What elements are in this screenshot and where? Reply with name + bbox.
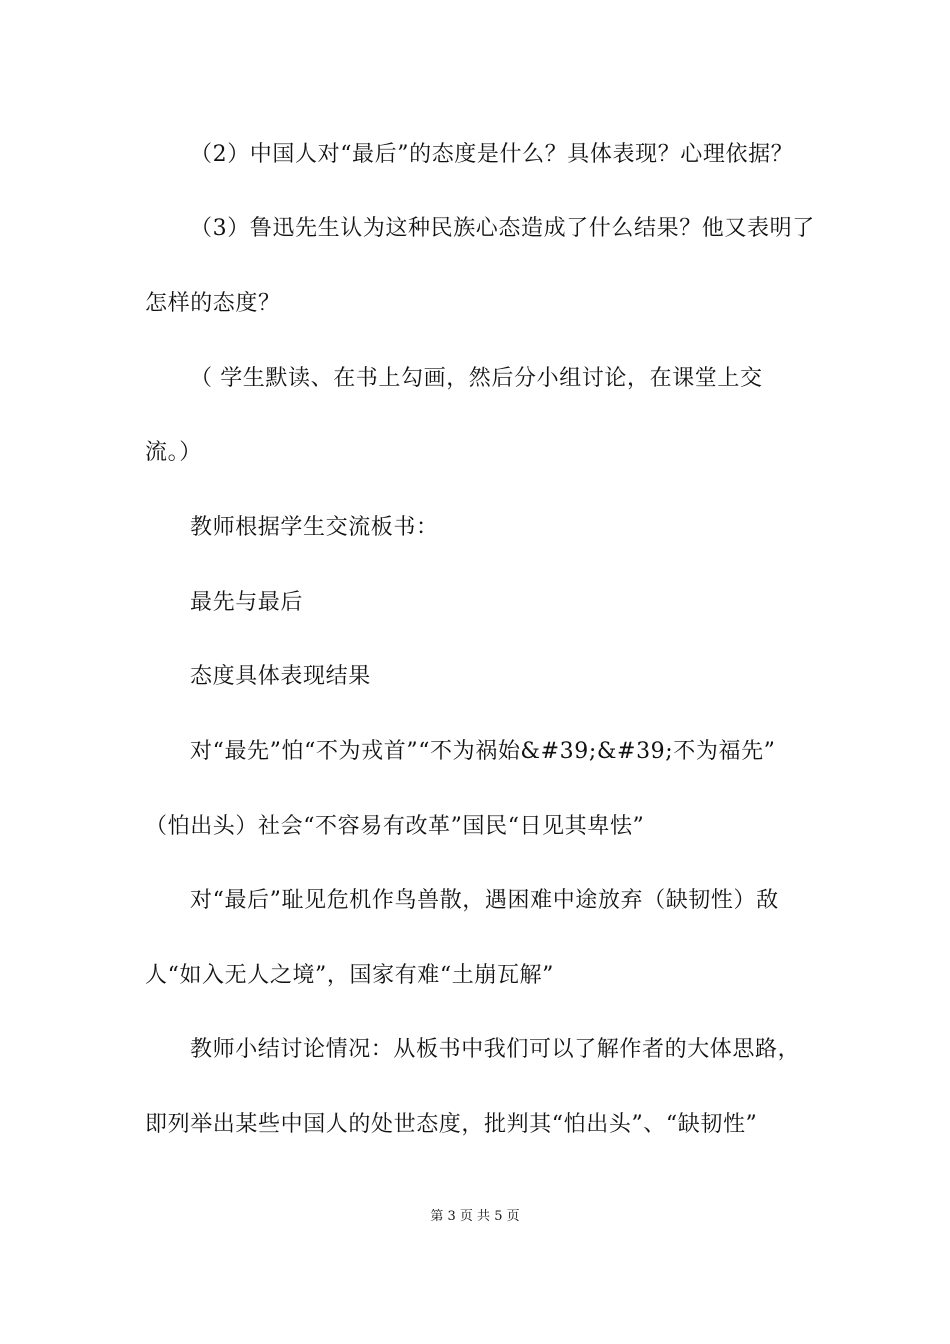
board-row-first-1: 对“最先”怕“不为戎首”“不为祸始&#39;&#39;不为福先” bbox=[190, 739, 776, 764]
question-3-line-1: （3）鲁迅先生认为这种民族心态造成了什么结果？他又表明了 bbox=[190, 216, 815, 241]
board-headers: 态度具体表现结果 bbox=[190, 664, 371, 689]
page-footer: 第 3 页 共 5 页 bbox=[430, 1209, 520, 1224]
board-title: 最先与最后 bbox=[190, 590, 304, 615]
board-row-last-2: 人“如入无人之境”，国家有难“土崩瓦解” bbox=[145, 963, 554, 988]
question-2-line: （2）中国人对“最后”的态度是什么？具体表现？心理依据？ bbox=[190, 142, 794, 167]
teacher-summary-line-1: 教师小结讨论情况：从板书中我们可以了解作者的大体思路， bbox=[190, 1037, 801, 1062]
board-row-first-2: （怕出头）社会“不容易有改革”国民“日见其卑怯” bbox=[145, 814, 645, 839]
teacher-board-intro: 教师根据学生交流板书： bbox=[190, 515, 439, 540]
teacher-summary-line-2: 即列举出某些中国人的处世态度，批判其“怕出头”、“缺韧性” bbox=[145, 1112, 758, 1137]
student-activity-line-1: （ 学生默读、在书上勾画，然后分小组讨论，在课堂上交 bbox=[190, 366, 763, 391]
board-row-last-1: 对“最后”耻见危机作鸟兽散，遇困难中途放弃（缺韧性）敌 bbox=[190, 888, 779, 913]
student-activity-line-2: 流。） bbox=[145, 440, 202, 465]
question-3-line-2: 怎样的态度？ bbox=[145, 291, 281, 316]
